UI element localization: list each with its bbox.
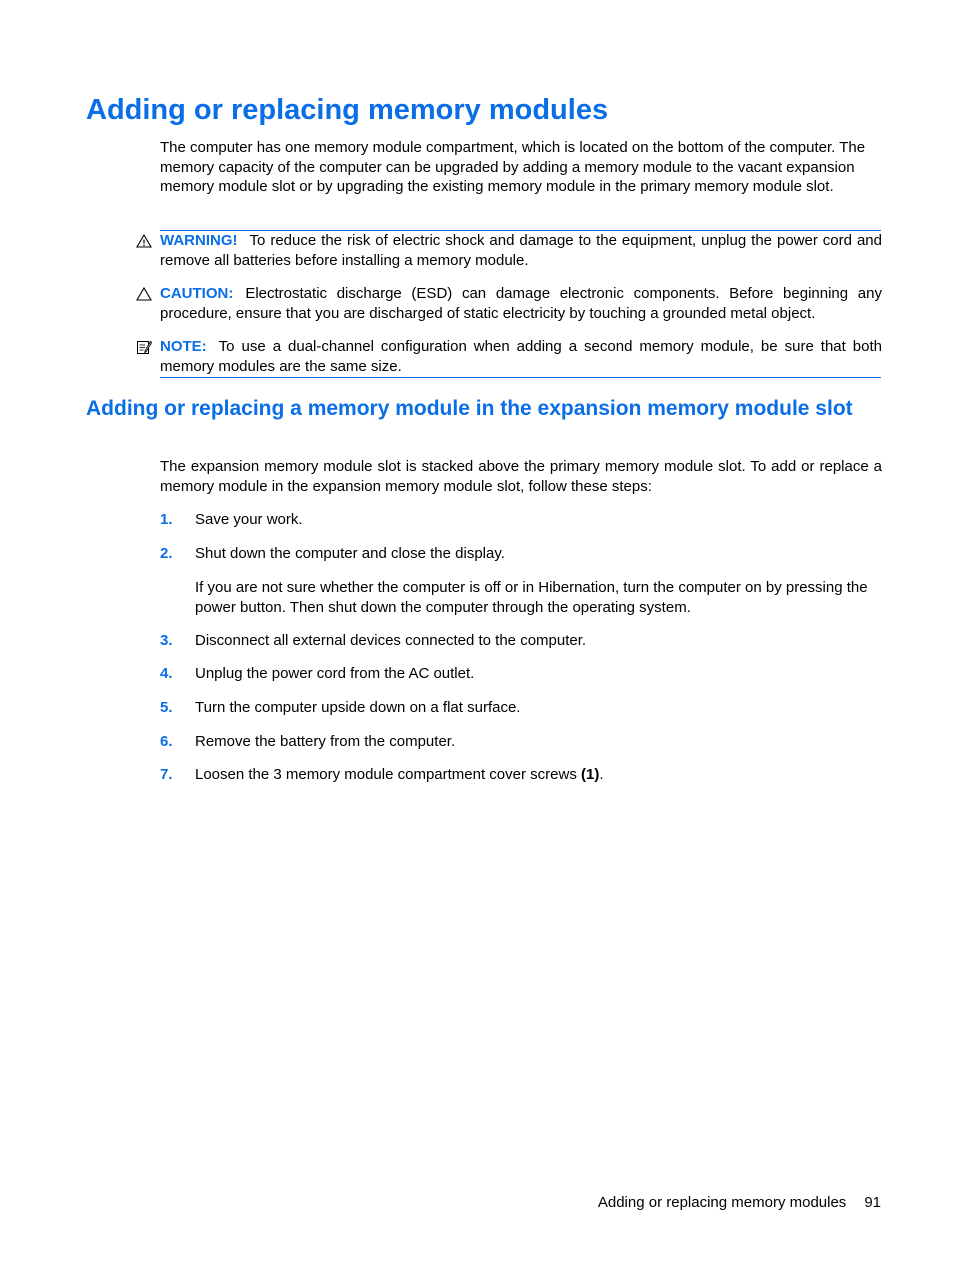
note-text: To use a dual-channel configuration when adding a second memory module, be sure that both memory modules are the same size. — [160, 338, 882, 375]
caution-text: Electrostatic discharge (ESD) can damage electronic components. Before beginning any procedure, ensure that you are discharged of static electricity by touching a grounded metal object. — [160, 285, 882, 322]
list-item — [160, 544, 882, 564]
list-item — [160, 664, 882, 684]
step-number: 2. — [160, 545, 173, 562]
step-text-wrapper — [195, 765, 604, 785]
warning-notice — [160, 231, 882, 270]
step-number: 4. — [160, 665, 173, 682]
step-text-end: . — [599, 766, 604, 783]
list-item — [160, 698, 882, 718]
page-number: 91 — [864, 1194, 881, 1211]
list-item — [160, 510, 882, 530]
section-heading: Adding or replacing a memory module in the expansion memory module slot — [86, 397, 853, 420]
note-notice — [160, 337, 882, 376]
note-label: NOTE: — [160, 338, 207, 355]
step-text: Unplug the power cord from the AC outlet. — [195, 665, 475, 682]
step-text: Remove the battery from the computer. — [195, 733, 456, 750]
page-footer — [560, 1193, 881, 1213]
list-item — [160, 631, 882, 651]
footer-title: Adding or replacing memory modules — [597, 1194, 847, 1211]
step-number: 7. — [160, 766, 173, 783]
callout-number: (1) — [581, 766, 600, 783]
step-text: Loosen the 3 memory module compartment cover screws — [195, 766, 581, 783]
step-subtext: If you are not sure whether the computer is off or in Hibernation, turn the computer on by pressing the power button. Then shut down the computer through the operating system. — [195, 579, 868, 616]
step-number: 6. — [160, 733, 173, 750]
caution-label: CAUTION: — [160, 285, 234, 302]
step-number: 5. — [160, 699, 173, 716]
page-title: Adding or replacing memory modules — [86, 94, 609, 126]
warning-text: To reduce the risk of electric shock and damage to the equipment, unplug the power cord and remove all batteries before installing a memory module. — [160, 232, 882, 269]
list-item — [160, 732, 882, 752]
section-intro: The expansion memory module slot is stacked above the primary memory module slot. To add or replace a memory module in the expansion memory module slot, follow these steps: — [160, 458, 882, 495]
warning-triangle-icon — [136, 233, 152, 249]
step-text: Turn the computer upside down on a flat surface. — [195, 699, 521, 716]
step-text: Disconnect all external devices connected to the computer. — [195, 632, 587, 649]
warning-label: WARNING! — [160, 232, 238, 249]
step-text: Save your work. — [195, 511, 303, 528]
step-number: 1. — [160, 511, 173, 528]
step-number: 3. — [160, 632, 173, 649]
caution-notice — [160, 284, 882, 323]
list-item — [160, 765, 882, 785]
step-text: Shut down the computer and close the display. — [195, 545, 505, 562]
note-pencil-icon — [136, 339, 152, 355]
caution-triangle-icon — [136, 286, 152, 302]
intro-paragraph: The computer has one memory module compartment, which is located on the bottom of the computer. The memory capacity of the computer can be upgraded by adding a memory module to the vacant expansion memory module slot or by upgrading the existing memory module in the primary memory module slot. — [160, 139, 866, 195]
